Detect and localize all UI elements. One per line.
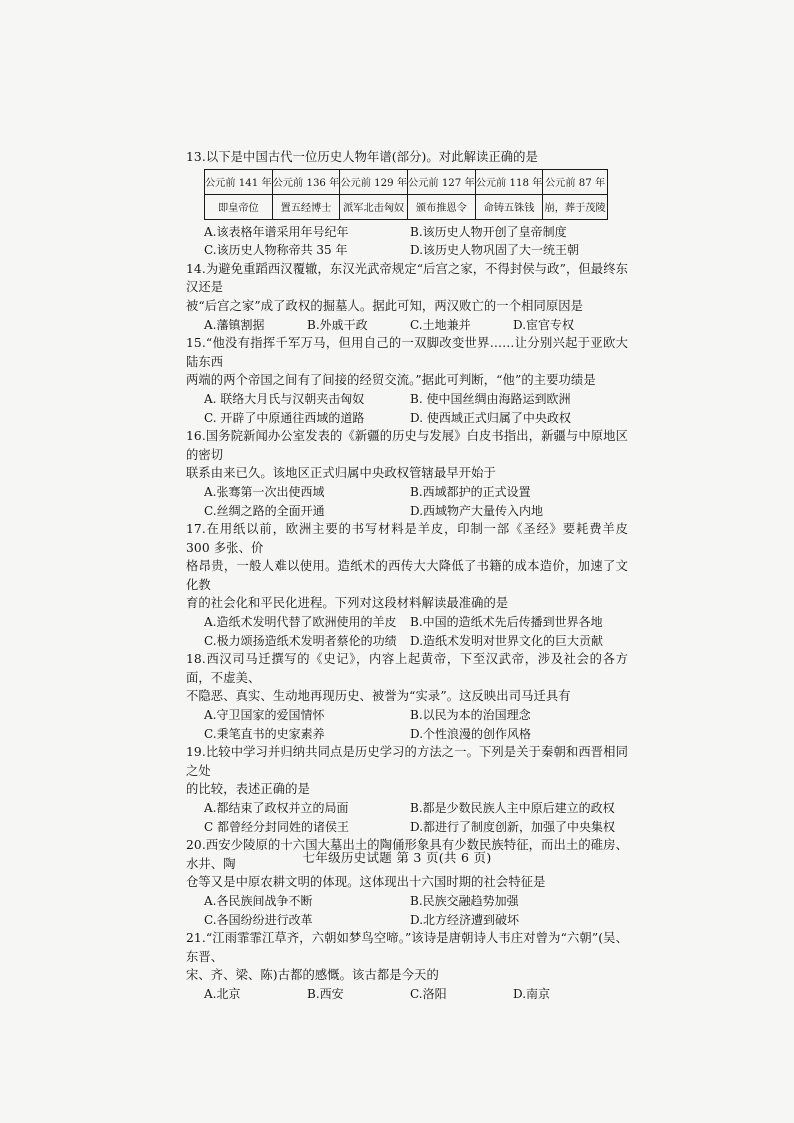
option-a: A.都结束了政权并立的局面 <box>204 801 349 815</box>
table-cell: 公元前 127 年 <box>408 169 476 194</box>
answer-options <box>204 706 628 743</box>
answer-options <box>204 613 628 650</box>
question-15 <box>186 334 628 427</box>
question-stem: 宋、齐、梁、陈)古都的感慨。该古都是今天的 <box>186 968 439 983</box>
option-a: A.该表格年谱采用年号纪年 <box>204 224 349 239</box>
option-b: B. 使中国丝绸由海路运到欧洲 <box>410 391 571 406</box>
option-d: D.造纸术发明对世界文化的巨大贡献 <box>410 633 604 648</box>
question-17 <box>186 520 628 650</box>
question-stem: 16.国务院新闻办公室发表的《新疆的历史与发展》白皮书指出，新疆与中原地区的密切 <box>186 429 628 462</box>
question-stem: 育的社会化和平民化进程。下列对这段材料解读最准确的是 <box>186 596 509 611</box>
option-a: A.张骞第一次出使西域 <box>204 484 325 499</box>
option-d: D. 使西域正式归属了中央政权 <box>410 410 571 425</box>
question-stem: 两端的两个帝国之间有了间接的经贸交流。”据此可判断，“他”的主要功绩是 <box>186 373 596 388</box>
option-c: C.土地兼并 <box>410 317 471 332</box>
option-a: A.造纸术发明代替了欧洲使用的羊皮 <box>204 615 397 630</box>
answer-options <box>204 985 628 1004</box>
option-a: A. 联络大月氏与汉朝夹击匈奴 <box>204 391 365 406</box>
question-stem: 14.为避免重蹈西汉覆辙，东汉光武帝规定“后宫之家，不得封侯与政”，但最终东汉还是 <box>186 261 628 295</box>
question-stem: 21.“江雨霏霏江草齐，六朝如梦鸟空啼。”该诗是唐朝诗人韦庄对曾为“六朝”(吴、东晋、 <box>186 931 628 964</box>
question-stem: 联系由来已久。该地区正式归属中央政权管辖最早开始于 <box>186 466 496 481</box>
table-row-years <box>205 169 608 194</box>
question-stem: 被“后宫之家”成了政权的掘墓人。据此可知，两汉败亡的一个相同原因是 <box>186 298 584 313</box>
option-d: D.西域物产大量传入内地 <box>410 503 544 518</box>
question-21 <box>186 929 628 1003</box>
question-stem: 17.在用纸以前，欧洲主要的书写材料是羊皮，印制一部《圣经》要耗费羊皮 300 多张、价 <box>186 522 628 555</box>
question-stem: 格昂贵，一般人难以使用。造纸术的西传大大降低了书籍的成本造价，加速了文化教 <box>186 559 628 592</box>
question-stem: 18.西汉司马迁撰写的《史记》，内容上起黄帝，下至汉武帝，涉及社会的各方面，不虚美、 <box>186 652 628 685</box>
option-b: B.西域都护的正式设置 <box>410 484 531 499</box>
option-d: D.该历史人物巩固了大一统王朝 <box>410 243 580 258</box>
option-a: A.守卫国家的爱国情怀 <box>204 708 325 723</box>
option-b: B.中国的造纸术先后传播到世界各地 <box>410 615 603 630</box>
option-c: C. 开辟了中原通往西域的道路 <box>204 410 365 425</box>
table-cell: 公元前 141 年 <box>205 169 273 194</box>
option-b: B.外戚干政 <box>307 317 368 332</box>
answer-options <box>204 892 628 929</box>
option-c: C.极力颂扬造纸术发明者蔡伦的功绩 <box>204 633 397 648</box>
table-cell: 公元前 87 年 <box>543 169 608 194</box>
answer-options <box>204 390 628 427</box>
option-c: C.各国纷纷进行改革 <box>204 912 313 927</box>
answer-options <box>204 316 628 335</box>
table-cell: 即皇帝位 <box>205 194 273 219</box>
question-list <box>186 148 628 1004</box>
option-c: C.丝绸之路的全面开通 <box>204 503 325 518</box>
question-19 <box>186 743 628 836</box>
option-b: B.以民为本的治国理念 <box>410 708 531 723</box>
table-cell: 颁布推恩令 <box>408 194 476 219</box>
page-footer: 七年级历史试题 第 3 页(共 6 页) <box>302 850 492 865</box>
table-cell: 派军北击匈奴 <box>340 194 408 219</box>
answer-options <box>204 223 628 260</box>
question-stem: 的比较，表述正确的是 <box>186 782 310 797</box>
question-stem: 13.以下是中国古代一位历史人物年谱(部分)。对此解读正确的是 <box>186 150 538 164</box>
question-stem: 15.“他没有指挥千军万马，但用自己的一双脚改变世界……让分别兴起于亚欧大陆东西 <box>186 336 628 369</box>
option-b: B.西安 <box>307 986 344 1001</box>
table-cell: 公元前 118 年 <box>475 169 543 194</box>
table-row-events <box>205 194 608 219</box>
question-stem: 不隐恶、真实、生动地再现历史、被誉为“实录”。这反映出司马迁具有 <box>186 689 571 704</box>
option-d: D.宦官专权 <box>513 317 575 332</box>
table-cell: 崩，葬于茂陵 <box>543 194 608 219</box>
option-b: B.该历史人物开创了皇帝制度 <box>410 224 567 239</box>
question-stem: 仓等又是中原农耕文明的体现。这体现出十六国时期的社会特征是 <box>186 875 546 890</box>
chronology-table <box>204 169 608 220</box>
option-a: A.北京 <box>204 986 241 1001</box>
question-stem: 19.比较中学习并归纳共同点是历史学习的方法之一。下列是关于秦朝和西晋相同之处 <box>186 745 628 778</box>
question-13 <box>186 148 628 260</box>
option-d: D.北方经济遭到破坏 <box>410 912 520 927</box>
option-c: C.秉笔直书的史家素养 <box>204 726 325 741</box>
answer-options <box>204 483 628 520</box>
option-a: A.藩镇割据 <box>204 317 265 332</box>
table-cell: 公元前 129 年 <box>340 169 408 194</box>
option-c: C.洛阳 <box>410 986 447 1001</box>
answer-options <box>204 799 628 836</box>
option-d: D.个性浪漫的创作风格 <box>410 726 532 741</box>
option-b: B.都是少数民族人主中原后建立的政权 <box>410 801 615 815</box>
option-c: C 都曾经分封同姓的诸侯王 <box>204 819 349 834</box>
question-16 <box>186 427 628 520</box>
option-d: D.都进行了制度创新，加强了中央集权 <box>410 819 616 834</box>
table-cell: 公元前 136 年 <box>272 169 340 194</box>
table-cell: 命铸五铢钱 <box>475 194 543 219</box>
question-stem: 20.西安少陵原的十六国大墓出土的陶俑形象具有少数民族特征，而出土的碓房、水井、陶 <box>186 838 628 871</box>
option-b: B.民族交融趋势加强 <box>410 893 519 908</box>
table-cell: 置五经博士 <box>272 194 340 219</box>
option-a: A.各民族间战争不断 <box>204 893 313 908</box>
question-14 <box>186 260 628 334</box>
question-18 <box>186 650 628 743</box>
option-d: D.南京 <box>513 986 551 1001</box>
option-c: C.该历史人物称帝共 35 年 <box>204 243 348 258</box>
